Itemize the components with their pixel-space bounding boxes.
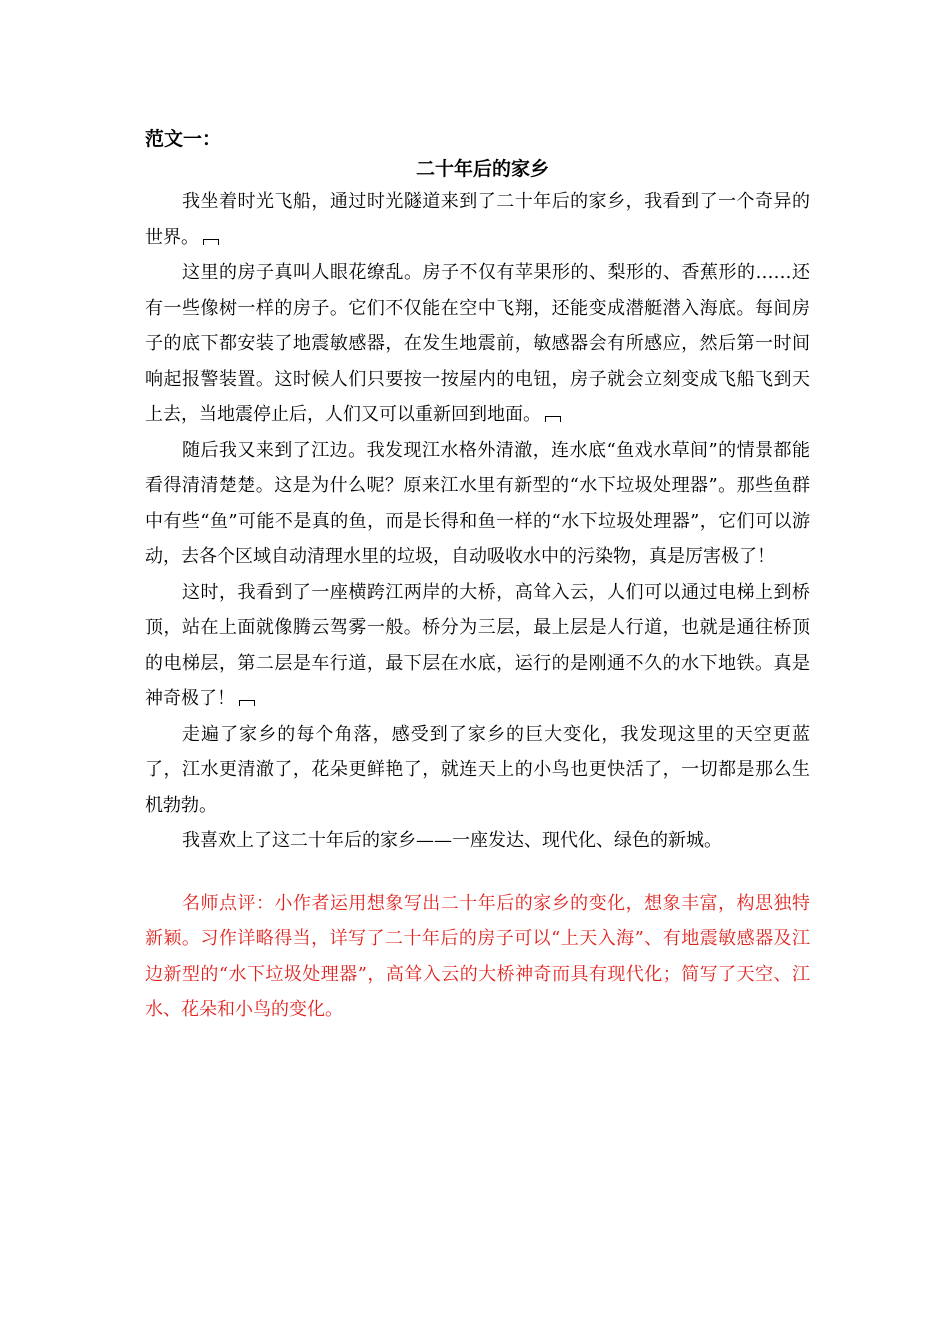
sample-label: 范文一： xyxy=(145,128,222,150)
paragraph-mark-icon xyxy=(203,239,219,245)
essay-title: 二十年后的家乡 xyxy=(415,158,549,180)
essay-paragraph-1 xyxy=(145,184,810,255)
paragraph-text: 我坐着时光飞船，通过时光隧道来到了二十年后的家乡，我看到了一个奇异的世界。 xyxy=(145,191,810,248)
paragraph-text: 这里的房子真叫人眼花缭乱。房子不仅有苹果形的、梨形的、香蕉形的……还有一些像树一样的房子。它们不仅能在空中飞翔，还能变成潜艇潜入海底。每间房子的底下都安装了地震敏感器，在发生地震前，敏感器会有所感应，然后第一时间响起报警装置。这时候人们只要按一按屋内的电钮，房子就会立刻变成飞船飞到天上去，当地震停止后，人们又可以重新回到地面。 xyxy=(145,262,810,425)
essay-paragraph-6: 我喜欢上了这二十年后的家乡——一座发达、现代化、绿色的新城。 xyxy=(182,830,722,851)
paragraph-text: 这时，我看到了一座横跨江两岸的大桥，高耸入云，人们可以通过电梯上到桥顶，站在上面就像腾云驾雾一般。桥分为三层，最上层是人行道，也就是通往桥顶的电梯层，第二层是车行道，最下层在水底，运行的是刚通不久的水下地铁。真是神奇极了！ xyxy=(145,581,810,709)
paragraph-mark-icon xyxy=(239,700,255,706)
document-page xyxy=(145,124,810,1028)
essay-paragraph-5: 走遍了家乡的每个角落，感受到了家乡的巨大变化，我发现这里的天空更蓝了，江水更清澈了，花朵更鲜艳了，就连天上的小鸟也更快活了，一切都是那么生机勃勃。 xyxy=(145,723,810,816)
teacher-comment: 名师点评：小作者运用想象写出二十年后的家乡的变化，想象丰富，构思独特新颖。习作详略得当，详写了二十年后的房子可以“上天入海”、有地震敏感器及江边新型的“水下垃圾处理器”，高耸入云的大桥神奇而具有现代化；简写了天空、江水、花朵和小鸟的变化。 xyxy=(145,892,810,1020)
essay-paragraph-3: 随后我又来到了江边。我发现江水格外清澈，连水底“鱼戏水草间”的情景都能看得清清楚楚。这是为什么呢？原来江水里有新型的“水下垃圾处理器”。那些鱼群中有些“鱼”可能不是真的鱼，而是长得和鱼一样的“水下垃圾处理器”，它们可以游动，去各个区域自动清理水里的垃圾，自动吸收水中的污染物，真是厉害极了！ xyxy=(145,439,810,567)
spacer xyxy=(145,859,810,886)
paragraph-mark-icon xyxy=(545,416,561,422)
essay-paragraph-2 xyxy=(145,255,810,433)
essay-paragraph-4 xyxy=(145,575,810,717)
